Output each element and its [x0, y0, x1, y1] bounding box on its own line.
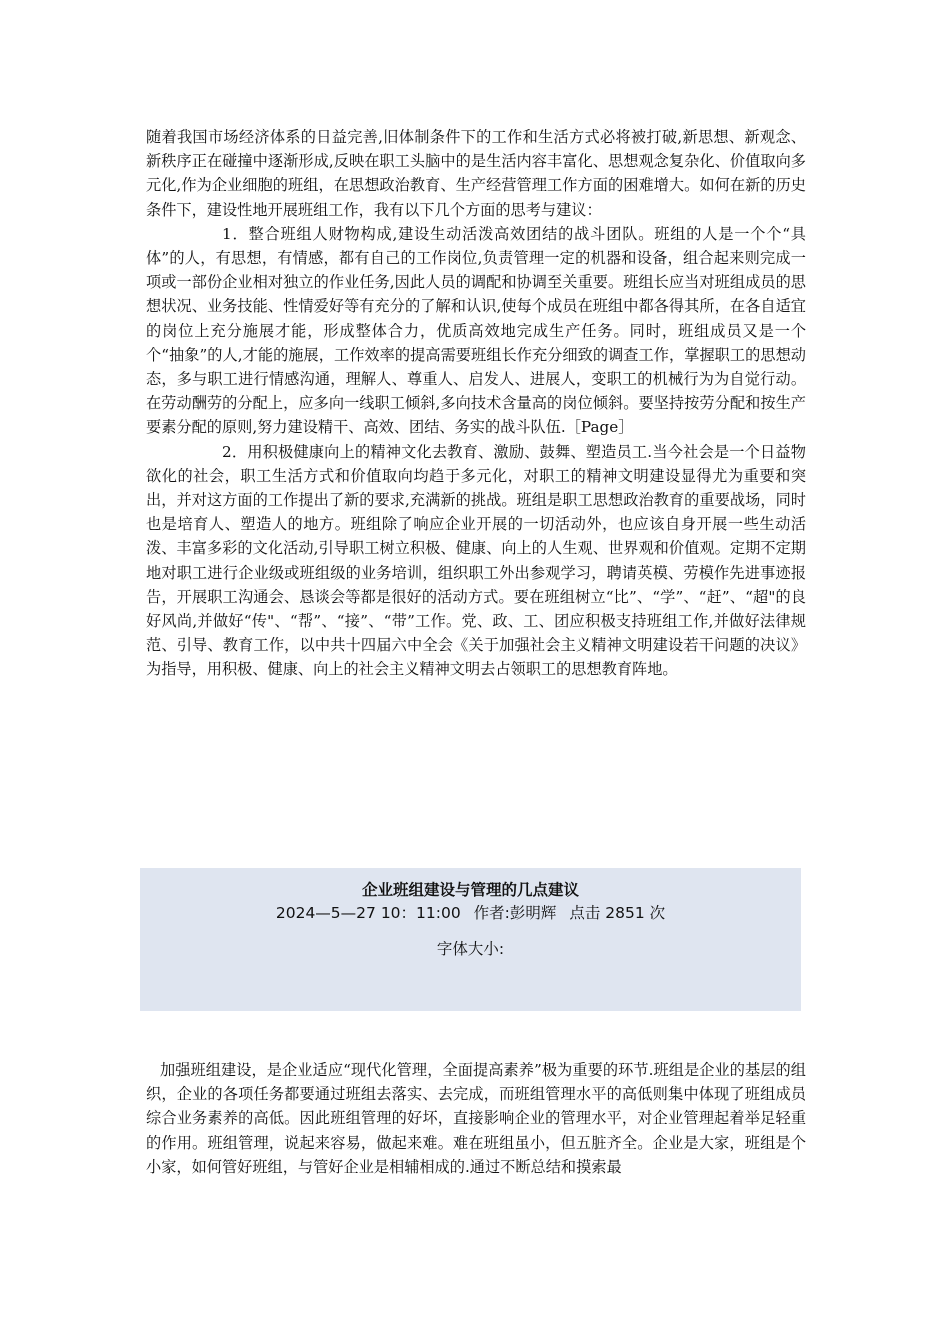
point-2-paragraph: 2．用积极健康向上的精神文化去教育、激励、鼓舞、塑造员工.当今社会是一个日益物欲化的社会，职工生活方式和价值取向均趋于多元化，对职工的精神文明建设显得尤为重要和突出，并对这方面的工作提出了新的要求,充满新的挑战。班组是职工思想政治教育的重要战场，同时也是培育人、塑造人的地方。班组除了响应企业开展的一切活动外，也应该自身开展一些生动活泼、丰富多彩的文化活动,引导职工树立积极、健康、向上的人生观、世界观和价值观。定期不定期地对职工进行企业级或班组级的业务培训，组织职工外出参观学习，聘请英模、劳模作先进事迹报告，开展职工沟通会、恳谈会等都是很好的活动方式。要在班组树立“比”、“学”、“赶”、“超"的良好风尚,并做好“传"、“帮”、“接”、“带”工作。党、政、工、团应积极支持班组工作,并做好法律规范、引导、教育工作，以中共十四届六中全会《关于加强社会主义精神文明建设若干问题的决议》为指导，用积极、健康、向上的社会主义精神文明去占领职工的思想教育阵地。	[146, 442, 806, 679]
article-body-bottom	[146, 1058, 806, 1179]
article-info-box	[140, 868, 801, 1011]
article-meta	[140, 902, 801, 924]
click-count: 点击 2851 次	[569, 904, 666, 922]
intro-paragraph: 随着我国市场经济体系的日益完善,旧体制条件下的工作和生活方式必将被打破,新思想、新观念、新秩序正在碰撞中逐渐形成,反映在职工头脑中的是生活内容丰富化、思想观念复杂化、价值取向多元化,作为企业细胞的班组，在思想政治教育、生产经营管理工作方面的困难增大。如何在新的历史条件下，建设性地开展班组工作，我有以下几个方面的思考与建议：	[146, 128, 806, 219]
article-title: 企业班组建设与管理的几点建议	[361, 881, 579, 899]
font-size-control[interactable]: 字体大小:	[436, 940, 505, 958]
publish-datetime: 2024—5—27 10：11:00	[275, 904, 461, 922]
body-paragraph: 加强班组建设，是企业适应“现代化管理，全面提高素养”极为重要的环节.班组是企业的基层的组织，企业的各项任务都要通过班组去落实、去完成，而班组管理水平的高低则集中体现了班组成员综合业务素养的高低。因此班组管理的好坏，直接影响企业的管理水平，对企业管理起着举足轻重的作用。班组管理，说起来容易，做起来难。难在班组虽小，但五脏齐全。企业是大家，班组是个小家，如何管好班组，与管好企业是相辅相成的.通过不断总结和摸索最	[146, 1061, 806, 1176]
point-1-paragraph: 1．整合班组人财物构成,建设生动活泼高效团结的战斗团队。班组的人是一个个“具体”的人，有思想，有情感，都有自己的工作岗位,负责管理一定的机器和设备，组合起来则完成一项或一部份企业相对独立的作业任务,因此人员的调配和协调至关重要。班组长应当对班组成员的思想状况、业务技能、性情爱好等有充分的了解和认识,使每个成员在班组中都各得其所，在各自适宜的岗位上充分施展才能，形成整体合力，优质高效地完成生产任务。同时，班组成员又是一个个“抽象”的人,才能的施展，工作效率的提高需要班组长作充分细致的调查工作，掌握职工的思想动态，多与职工进行情感沟通，理解人、尊重人、启发人、进展人，变职工的机械行为为自觉行动。在劳动酬劳的分配上，应多向一线职工倾斜,多向技术含量高的岗位倾斜。要坚持按劳分配和按生产要素分配的原则,努力建设精干、高效、团结、务实的战斗队伍.［Page］	[146, 224, 806, 437]
article-body-top	[146, 125, 806, 682]
author-label: 作者:彭明辉	[473, 904, 557, 922]
